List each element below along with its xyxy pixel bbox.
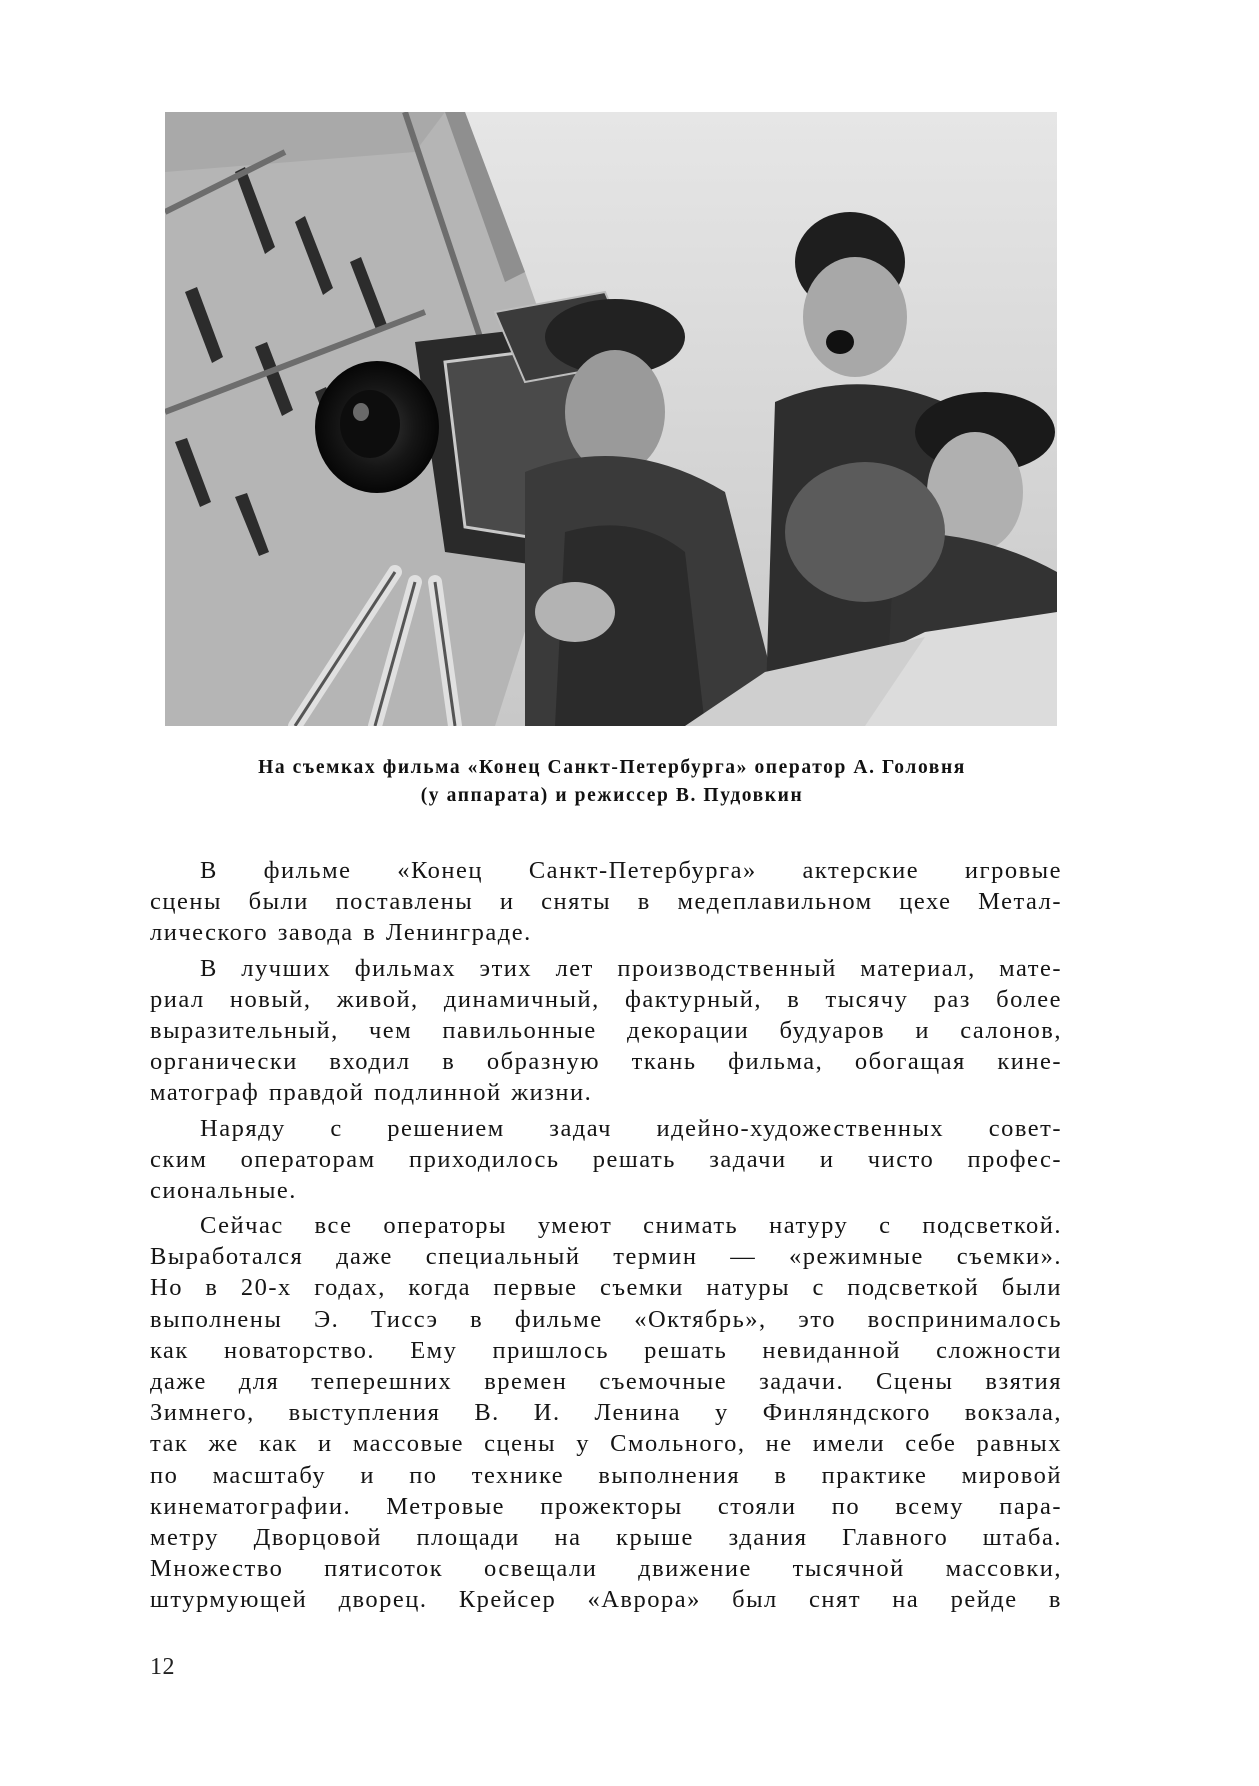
text-line: Наряду с решением задач идейно-художественных совет-: [200, 1114, 1062, 1142]
text-line: риал новый, живой, динамичный, фактурный, в тысячу раз более: [150, 985, 1062, 1013]
text-line: кинематографии. Метровые прожекторы стояли по всему пара-: [150, 1492, 1062, 1520]
caption-line: (у аппарата) и режиссер В. Пудовкин: [420, 785, 804, 806]
text-line: лического завода в Ленинграде.: [150, 919, 532, 947]
text-line: органически входил в образную ткань фильма, обогащая кине-: [150, 1048, 1062, 1076]
text-line: сиональные.: [150, 1176, 297, 1204]
text-line: матограф правдой подлинной жизни.: [150, 1079, 593, 1107]
text-line: сцены были поставлены и сняты в медеплавильном цехе Метал-: [150, 888, 1062, 916]
text-line: штурмующей дворец. Крейсер «Аврора» был снят на рейде в: [150, 1586, 1062, 1614]
text-line: В лучших фильмах этих лет производственный материал, мате-: [200, 954, 1062, 982]
text-line: Сейчас все операторы умеют снимать натуру с подсветкой.: [200, 1212, 1062, 1240]
body-text: [150, 855, 1062, 1620]
text-line: Множество пятисоток освещали движение тысячной массовки,: [150, 1555, 1062, 1583]
text-line: В фильме «Конец Санкт-Петербурга» актерские игровые: [200, 857, 1062, 884]
caption-line: На съемках фильма «Конец Санкт-Петербурга» оператор А. Головня: [258, 757, 966, 778]
paragraph: [150, 1113, 1062, 1207]
text-line: так же как и массовые сцены у Смольного, не имели себе равных: [150, 1430, 1062, 1458]
text-line: метру Дворцовой площади на крыше здания Главного штаба.: [150, 1523, 1062, 1551]
text-line: Выработался даже специальный термин — «режимные съемки».: [150, 1243, 1062, 1271]
paragraph: [150, 1210, 1062, 1615]
text-line: выполнены Э. Тиссэ в фильме «Октябрь», это воспринималось: [150, 1305, 1062, 1333]
text-line: Зимнего, выступления В. И. Ленина у Финляндского вокзала,: [150, 1399, 1062, 1427]
text-line: даже для теперешних времен съемочные задачи. Сцены взятия: [150, 1368, 1062, 1395]
text-line: Но в 20-х годах, когда первые съемки натуры с подсветкой были: [150, 1274, 1062, 1302]
paragraph: [150, 855, 1062, 949]
text-line: как новаторство. Ему пришлось решать невиданной сложности: [150, 1336, 1062, 1364]
page-number: 12: [150, 1654, 175, 1680]
paragraph: [150, 953, 1062, 1109]
photo-caption: [150, 754, 1074, 810]
text-line: по масштабу и по технике выполнения в практике мировой: [150, 1461, 1062, 1489]
film-set-photo: [165, 112, 1057, 726]
text-line: выразительный, чем павильонные декорации будуаров и салонов,: [150, 1016, 1062, 1044]
text-line: ским операторам приходилось решать задачи и чисто профес-: [150, 1145, 1062, 1173]
